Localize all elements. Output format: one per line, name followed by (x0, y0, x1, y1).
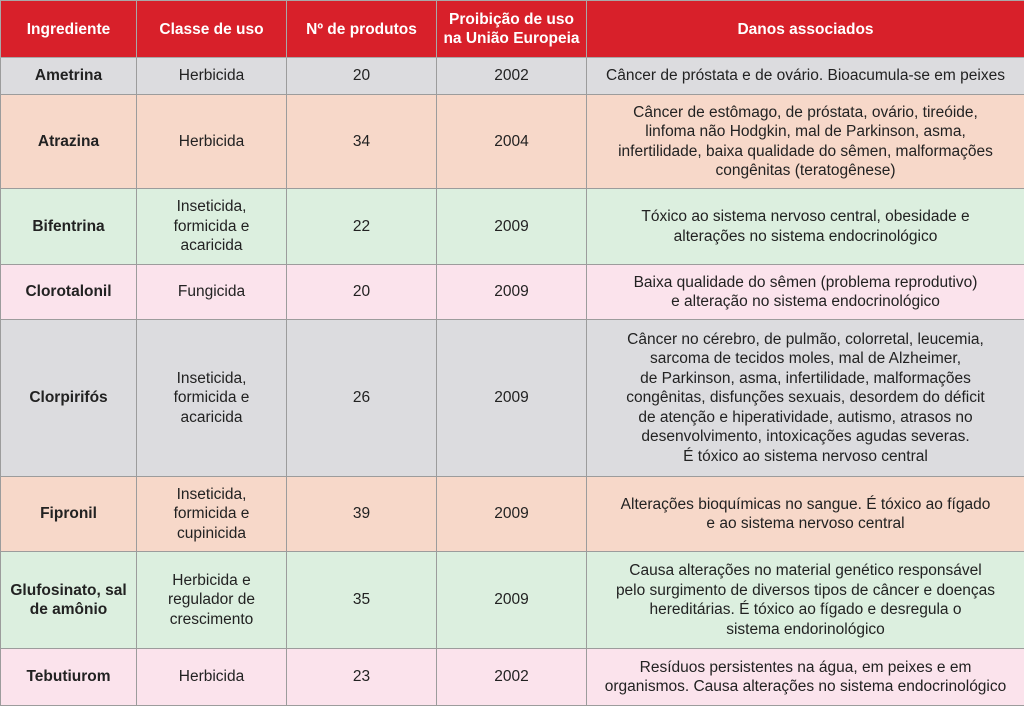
cell-classe: Herbicida (137, 649, 287, 706)
table-row-fipronil (1, 477, 1024, 552)
cell-classe: Herbicida (137, 95, 287, 189)
cell-classe: Herbicida (137, 58, 287, 95)
cell-ingrediente: Bifentrina (1, 189, 137, 265)
cell-proibicao: 2009 (437, 265, 587, 320)
table-row-atrazina (1, 95, 1024, 189)
cell-danos: Câncer de próstata e de ovário. Bioacumula-se em peixes (587, 58, 1024, 95)
cell-proibicao: 2009 (437, 477, 587, 552)
table-row-tebutiurom (1, 649, 1024, 706)
table-row-clorpirifos (1, 320, 1024, 477)
cell-ingrediente: Clorotalonil (1, 265, 137, 320)
table-row-glufosinato (1, 552, 1024, 649)
cell-danos: Câncer no cérebro, de pulmão, colorretal, leucemia, sarcoma de tecidos moles, mal de Alzheimer, de Parkinson, asma, infertilidade, malformações congênitas, disfunções sexuais, desordem do déficit de atenção e hiperatividade, autismo, atrasos no desenvolvimento, intoxicações agudas severas. É tóxico ao sistema nervoso central (587, 320, 1024, 477)
table-row-clorotalonil (1, 265, 1024, 320)
cell-danos: Causa alterações no material genético responsável pelo surgimento de diversos tipos de câncer e doenças hereditárias. É tóxico ao fígado e desregula o sistema endorinológico (587, 552, 1024, 649)
cell-produtos: 23 (287, 649, 437, 706)
cell-proibicao: 2002 (437, 649, 587, 706)
cell-ingrediente: Ametrina (1, 58, 137, 95)
cell-produtos: 39 (287, 477, 437, 552)
cell-ingrediente: Clorpirifós (1, 320, 137, 477)
header-danos-associados: Danos associados (587, 1, 1024, 58)
cell-proibicao: 2004 (437, 95, 587, 189)
cell-danos: Baixa qualidade do sêmen (problema reprodutivo) e alteração no sistema endocrinológico (587, 265, 1024, 320)
cell-classe: Inseticida, formicida e cupinicida (137, 477, 287, 552)
cell-classe: Inseticida, formicida e acaricida (137, 320, 287, 477)
header-ingrediente: Ingrediente (1, 1, 137, 58)
cell-produtos: 35 (287, 552, 437, 649)
cell-produtos: 34 (287, 95, 437, 189)
cell-danos: Câncer de estômago, de próstata, ovário, tireóide, linfoma não Hodgkin, mal de Parkinson, asma, infertilidade, baixa qualidade do sêmen, malformações congênitas (teratogênese) (587, 95, 1024, 189)
cell-ingrediente: Tebutiurom (1, 649, 137, 706)
header-row (1, 1, 1024, 58)
cell-danos: Tóxico ao sistema nervoso central, obesidade e alterações no sistema endocrinológico (587, 189, 1024, 265)
cell-ingrediente: Atrazina (1, 95, 137, 189)
header-numero-de-produtos: Nº de produtos (287, 1, 437, 58)
cell-proibicao: 2009 (437, 552, 587, 649)
cell-classe: Herbicida e regulador de crescimento (137, 552, 287, 649)
table-row-ametrina (1, 58, 1024, 95)
cell-danos: Alterações bioquímicas no sangue. É tóxico ao fígado e ao sistema nervoso central (587, 477, 1024, 552)
cell-ingrediente: Glufosinato, sal de amônio (1, 552, 137, 649)
cell-produtos: 26 (287, 320, 437, 477)
cell-produtos: 20 (287, 265, 437, 320)
header-classe-de-uso: Classe de uso (137, 1, 287, 58)
cell-proibicao: 2009 (437, 189, 587, 265)
cell-proibicao: 2002 (437, 58, 587, 95)
cell-classe: Fungicida (137, 265, 287, 320)
cell-produtos: 22 (287, 189, 437, 265)
cell-proibicao: 2009 (437, 320, 587, 477)
header-proibicao-ue: Proibição de uso na União Europeia (437, 1, 587, 58)
cell-produtos: 20 (287, 58, 437, 95)
cell-danos: Resíduos persistentes na água, em peixes e em organismos. Causa alterações no sistema endocrinológico (587, 649, 1024, 706)
cell-ingrediente: Fipronil (1, 477, 137, 552)
cell-classe: Inseticida, formicida e acaricida (137, 189, 287, 265)
table-row-bifentrina (1, 189, 1024, 265)
